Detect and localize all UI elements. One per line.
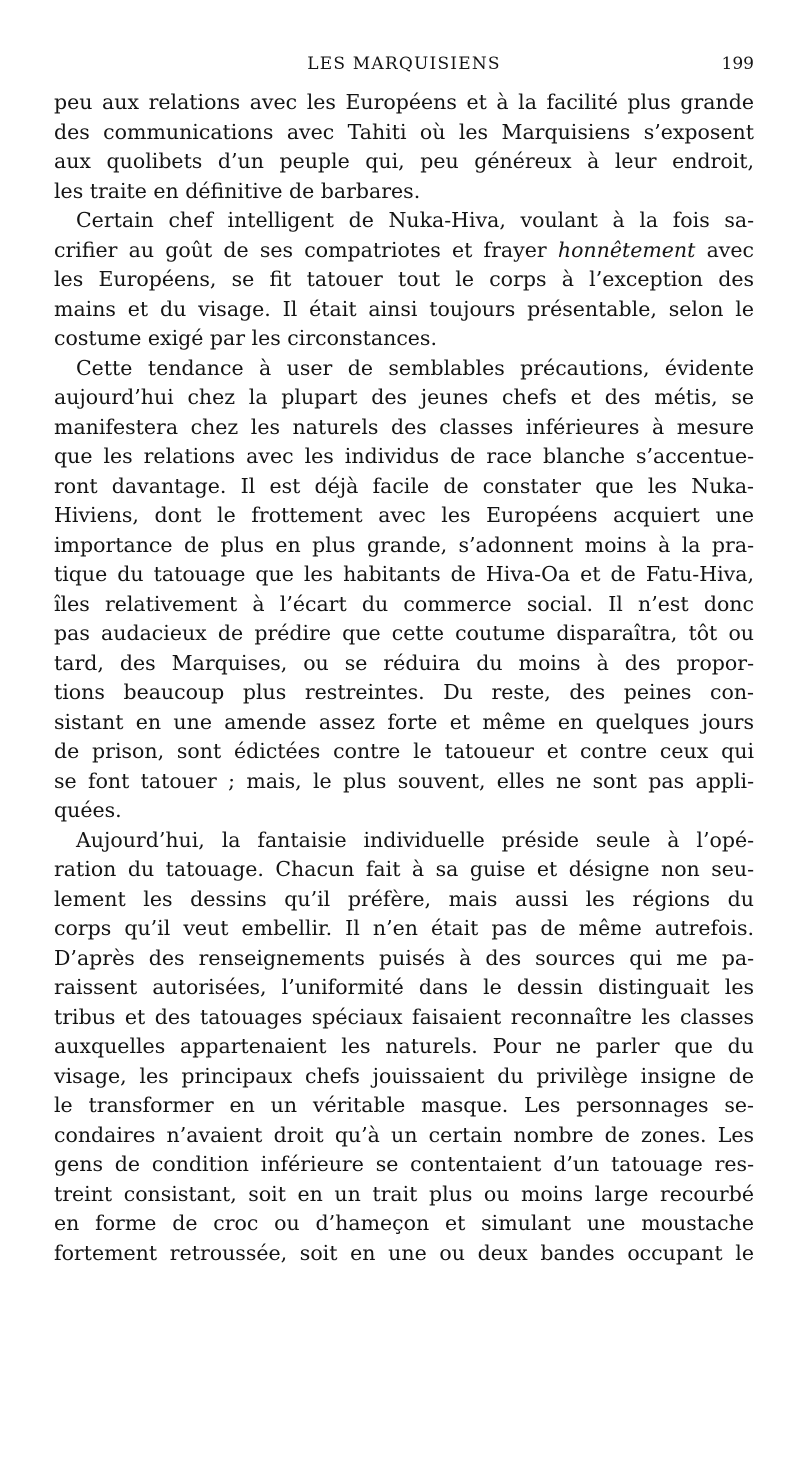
text-line: mains et du visage. Il était ainsi toujours présentable, selon le [54, 296, 754, 321]
text-line: les Européens, se fit tatouer tout le corps à l’exception des [54, 267, 754, 291]
text-line: Certain chef intelligent de Nuka-Hiva, voulant à la fois sa- [76, 208, 754, 232]
text-line: Cette tendance à user de semblables précautions, évidente [76, 355, 754, 380]
text-line: en forme de croc ou d’hameçon et simulant une moustache [54, 1211, 754, 1235]
text-line: de prison, sont édictées contre le tatoueur et contre ceux qui [54, 739, 754, 763]
text-line: le transformer en un véritable masque. Les personnages se- [54, 1093, 754, 1117]
text-line: raissent autorisées, l’uniformité dans le dessin distinguait les [54, 975, 754, 999]
body-text [54, 88, 754, 1268]
text-line: les traite en définitive de barbares. [54, 178, 421, 203]
running-title: LES MARQUISIENS [307, 54, 501, 74]
text-line: gens de condition inférieure se contentaient d’un tatouage res- [54, 1152, 754, 1176]
text-segment: crifier au goût de ses compatriotes et frayer [54, 237, 558, 262]
text-line: pas audacieux de prédire que cette coutume disparaîtra, tôt ou [54, 621, 754, 645]
text-segment: avec [695, 237, 754, 262]
text-line: manifestera chez les naturels des classes inférieures à mesure [54, 414, 754, 439]
text-line: condaires n’avaient droit qu’à un certain nombre de zones. Les [54, 1122, 754, 1147]
text-line: Hiviens, dont le frottement avec les Européens acquiert une [54, 503, 754, 527]
text-line: tard, des Marquises, ou se réduira du moins à des propor- [54, 650, 754, 675]
text-line: quées. [54, 798, 122, 822]
text-line: sistant en une amende assez forte et même en quelques jours [54, 709, 754, 734]
emphasized-word: honnêtement [557, 237, 696, 262]
text-line: costume exigé par les circonstances. [54, 326, 437, 350]
text-line: Aujourd’hui, la fantaisie individuelle préside seule à l’opé- [76, 827, 754, 852]
text-line: importance de plus en plus grande, s’adonnent moins à la pra- [54, 532, 754, 557]
text-line: visage, les principaux chefs jouissaient du privilège insigne de [54, 1063, 754, 1088]
text-line [54, 236, 754, 266]
text-line: fortement retroussée, soit en une ou deux bandes occupant le [54, 1240, 754, 1265]
text-line: lement les dessins qu’il préfère, mais aussi les régions du [54, 886, 754, 911]
text-line: que les relations avec les individus de race blanche s’accentue- [54, 444, 754, 468]
text-line: aujourd’hui chez la plupart des jeunes chefs et des métis, se [54, 385, 754, 409]
text-line: tions beaucoup plus restreintes. Du reste, des peines con- [54, 680, 754, 704]
text-line: îles relativement à l’écart du commerce social. Il n’est donc [54, 591, 754, 616]
text-line: tique du tatouage que les habitants de Hiva-Oa et de Fatu-Hiva, [54, 562, 754, 586]
text-line: ront davantage. Il est déjà facile de constater que les Nuka- [54, 473, 754, 498]
text-line: ration du tatouage. Chacun fait à sa guise et désigne non seu- [54, 857, 754, 881]
text-line: D’après des renseignements puisés à des sources qui me pa- [54, 945, 754, 970]
text-line: corps qu’il veut embellir. Il n’en était pas de même autrefois. [54, 916, 754, 940]
page-header [54, 50, 754, 78]
text-line: treint consistant, soit en un trait plus ou moins large recourbé [54, 1181, 754, 1206]
text-line: des communications avec Tahiti où les Marquisiens s’exposent [54, 119, 754, 144]
page-number: 199 [721, 54, 754, 74]
text-line: aux quolibets d’un peuple qui, peu généreux à leur endroit, [54, 149, 754, 173]
text-line: se font tatouer ; mais, le plus souvent, elles ne sont pas appli- [54, 768, 754, 793]
text-line: peu aux relations avec les Européens et à la facilité plus grande [54, 90, 754, 114]
text-line: auxquelles appartenaient les naturels. Pour ne parler que du [54, 1034, 754, 1058]
text-line: tribus et des tatouages spéciaux faisaient reconnaître les classes [54, 1004, 754, 1029]
